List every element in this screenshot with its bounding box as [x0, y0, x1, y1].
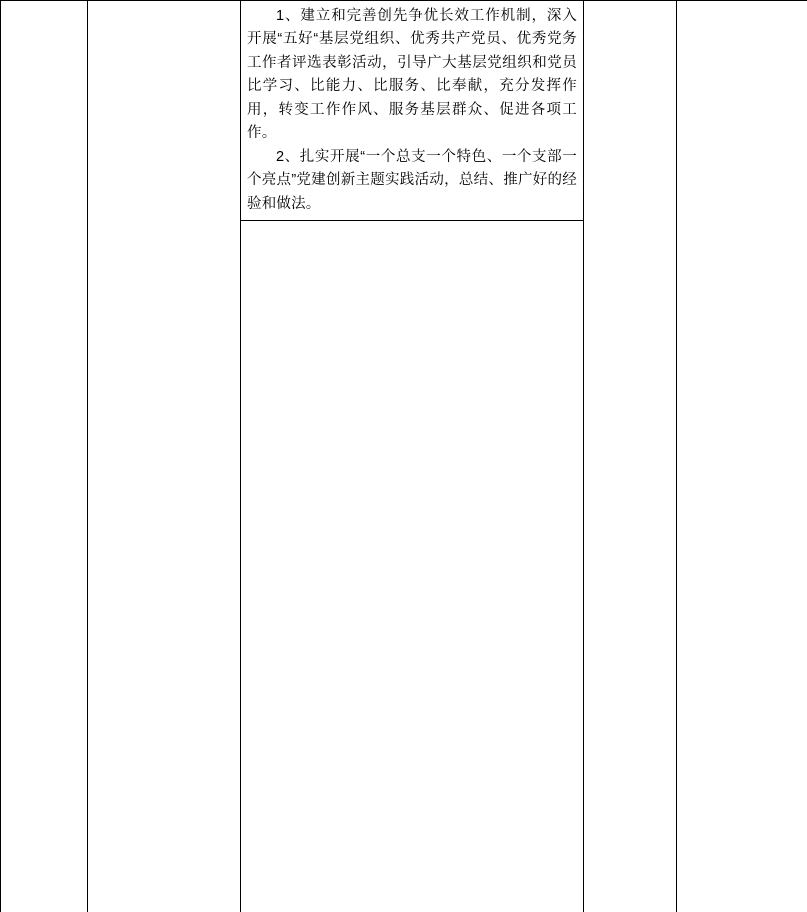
row-number-cell: [1, 1, 88, 912]
description-paragraph: 2、扎实开展“一个总支一个特色、一个支部一个亮点”党建创新主题实践活动，总结、推广好的经验和做法。: [247, 146, 577, 216]
row-time-cell: [584, 1, 677, 912]
row-description-cell: [241, 1, 584, 221]
row-department-cell: [677, 1, 807, 912]
table-row: [1, 1, 807, 221]
row-item-cell: [88, 1, 241, 912]
description-paragraph: 1、建立和完善创先争优长效工作机制，深入开展“五好“基层党组织、优秀共产党员、优秀党务工作者评选表彰活动，引导广大基层党组织和党员比学习、比能力、比服务、比奉献，充分发挥作用，转变工作作风、服务基层群众、促进各项工作。: [247, 5, 577, 146]
row-number-cell: [241, 221, 584, 912]
